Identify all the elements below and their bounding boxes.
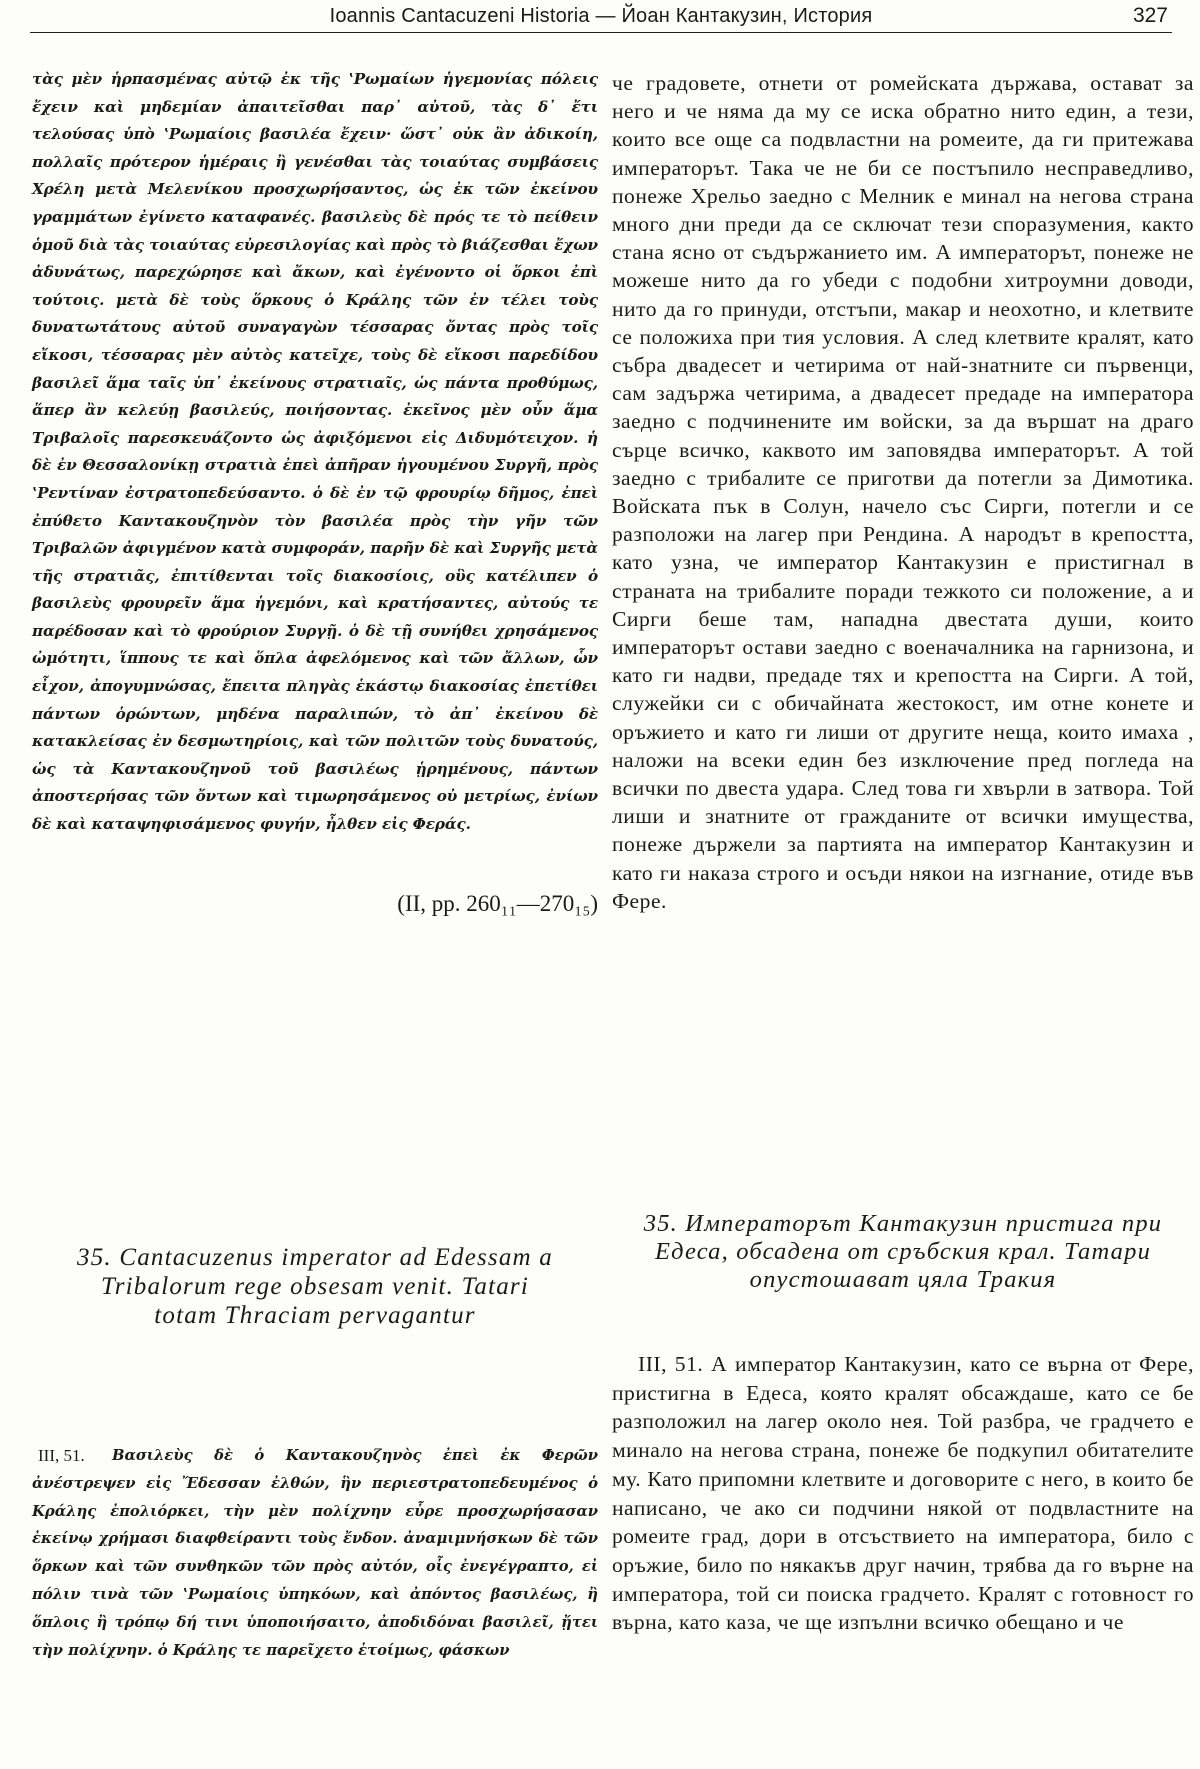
section-heading-bulgarian: 35. Императорът Кантакузин пристига при Едеса, обсадена от сръбския крал. Татари опустошават цяла Тракия — [643, 1210, 1163, 1293]
source-reference: (II, pp. 260₁₁—270₁₅) — [397, 891, 598, 916]
bulgarian-column — [612, 69, 1194, 1769]
greek-passage-2: Βασιλεὺς δὲ ὁ Καντακουζηνὸς ἐπεὶ ἐκ Φερῶν ἀνέστρεψεν εἰς Ἔδεσσαν ἐλθών, ἣν περιεστρατοπεδευμένος ὁ Κράλης ἐπολιόρκει, τὴν μὲν πολίχνην εὗρε προσχωρήσασαν ἐκείνῳ χρήμασι διαφθείραντι τοὺς ἔνδον. ἀναμιμνήσκων δὲ τῶν ὅρκων καὶ τῶν συνθηκῶν τῶν πρὸς αὐτόν, οἷς ἐνεγέγραπτο, εἰ πόλιν τινὰ τῶν ʽΡωμαίοις ὑπηκόων, καὶ ἀπόντος βασιλέως, ἢ ὅπλοις ἢ τρόπῳ δή τινι ὑποποιήσαιτο, ἀποδιδόναι βασιλεῖ, ᾔτει τὴν πολίχνην. ὁ Κράλης τε παρεῖχετο ἑτοίμως, φάσκων — [32, 1447, 598, 1659]
margin-reference: III, 51. — [38, 1446, 85, 1465]
bulgarian-passage-2: III, 51. А император Кантакузин, като се върна от Фере, пристигна в Едеса, която кралят обсаждаше, като се бе разположил на лагер около нея. Той разбра, че градчето е минало на негова страна, понеже бе подкупил обитателите му. Като припомни клетвите и договорите с него, в които бе написано, че ако си подчини някой от подвластните на ромеите град, дори в отсъствието на императора, било с оръжие, било по някакъв друг начин, трябва да го върне на императора, той си поиска градчето. Кралят с готовност го върна, като каза, че ще изпълни всичко обещано и че — [612, 1352, 1194, 1635]
page-number: 327 — [1132, 4, 1168, 27]
greek-passage-2-wrap — [32, 1442, 598, 1664]
bulgarian-passage-1: че градовете, отнети от ромейската държава, остават за него и че няма да му се иска обратно нито един, а тези, които все още са подвластни на ромеите, да ги притежава императорът. Така че не би се постъпило несправедливо, понеже Хрельо заедно с Мелник е минал на негова страна много дни преди да се сключат тези споразумения, както стана ясно от съдържанието им. А императорът, понеже не можеше нито да го убеди с подобни хитроумни доводи, нито да го принуди, отстъпи, макар и неохотно, и клетвите се положиха при тия условия. А след клетвите кралят, като събра двадесет и четирима от най-знатните си първенци, сам задържа четирима, а двадесет предаде на императора заедно с подчинените им войски, за да вършат на драго сърце всичко, каквото им заповядва императорът. А той заедно с трибалите се приготви да потегли за Димотика. Войската пък в Солун, начело със Сирги, потегли и се разположи на лагер при Рендина. А народът в крепостта, като узна, че император Кантакузин е пристигнал в страната на трибалите поради тежкото си положение, а и Сирги беше там, нападна двестата души, които императорът остави заедно с военачалника на гарнизона, и като ги надви, предаде тях и крепостта на Сирги. А той, служейки си с обичайната жестокост, им отне конете и оръжието и като ги лиши от другите неща, които имаха , наложи на всеки един без изключение пред погледа на всички по двеста удара. След това ги хвърли в затвора. Той лиши и знатните от гражданите от всички имущества, понеже държели за партията на император Кантакузин и като ги наказа строго и осъди някои на изгнание, отиде във Фере. — [612, 71, 1194, 913]
section-heading-latin: 35. Cantacuzenus imperator ad Edessam a Tribalorum rege obsesam venit. Tatari totam Thraciam pervagantur — [77, 1244, 553, 1329]
running-header — [30, 2, 1172, 33]
greek-column — [32, 66, 598, 1766]
running-title: Ioannis Cantacuzeni Historia — Йоан Кантакузин, История — [329, 5, 873, 27]
greek-passage-1: τὰς μὲν ἡρπασμένας αὐτῷ ἐκ τῆς ʽΡωμαίων ἡγεμονίας πόλεις ἔχειν καὶ μηδεμίαν ἀπαιτεῖσθαι παρ᾽ αὐτοῦ, τὰς δ᾽ ἔτι τελούσας ὑπὸ ʽΡωμαίοις βασιλέα ἔχειν· ὥστ᾽ οὐκ ἂν ἀδικοίη, πολλαῖς πρότερον ἡμέραις ἢ γενέσθαι τὰς τοιαύτας συμβάσεις Χρέλη μετὰ Μελενίκου προσχωρήσαντος, ὡς ἐκ τῶν ἐκείνου γραμμάτων ἐγίνετο καταφανές. βασιλεὺς δὲ πρός τε τὸ πείθειν ὁμοῦ διὰ τὰς τοιαύτας εὐρεσιλογίας καὶ πρὸς τὸ βιάζεσθαι ἔχων ἀδυνάτως, παρεχώρησε καὶ ἄκων, καὶ ἐγένοντο οἱ ὅρκοι ἐπὶ τούτοις. μετὰ δὲ τοὺς ὅρκους ὁ Κράλης τῶν ἐν τέλει τοὺς δυνατωτάτους αὐτοῦ συναγαγὼν τέσσαρας ὄντας πρὸς τοῖς εἴκοσι, τέσσαρας μὲν αὐτὸς κατεῖχε, τοὺς δὲ εἴκοσι παρεδίδου βασιλεῖ ἅμα ταῖς ὑπ᾽ ἐκείνους στρατιαῖς, ὡς πάντα προθύμως, ἅπερ ἂν κελεύῃ βασιλεύς, ποιήσοντας. ἐκεῖνος μὲν οὖν ἅμα Τριβαλοῖς παρεσκευάζοντο ὡς ἀφιξόμενοι εἰς Διδυμότειχον. ἡ δὲ ἐν Θεσσαλονίκῃ στρατιὰ ἐπεὶ ἀπῆραν ἡγουμένου Συργῆ, πρὸς ʽΡεντίναν ἐστρατοπεδεύσαντο. ὁ δὲ ἐν τῷ φρουρίῳ δῆμος, ἐπεὶ ἐπύθετο Καντακουζηνὸν τὸν βασιλέα πρὸς τὴν γῆν τῶν Τριβαλῶν ἀφιγμένον κατὰ συμφοράν, παρῆν δὲ καὶ Συργῆς μετὰ τῆς στρατιᾶς, ἐπιτίθενται τοῖς διακοσίοις, οὓς κατέλιπεν ὁ βασιλεὺς φρουρεῖν ἅμα ἡγεμόνι, καὶ κρατήσαντες, αὐτούς τε παρέδοσαν καὶ τὸ φρούριον Συργῇ. ὁ δὲ τῇ συνήθει χρησάμενος ὠμότητι, ἵππους τε καὶ ὅπλα ἀφελόμενος καὶ τῶν ἄλλων, ὧν εἶχον, ἀπογυμνώσας, ἔπειτα πληγὰς ἑκάστῳ διακοσίας ἐπετίθει πάντων ὁρώντων, μηδένα παραλιπών, τὸ ἀπ᾽ ἐκείνου δὲ κατακλείσας ἐν δεσμωτηρίοις, καὶ τῶν πολιτῶν τοὺς δυνατούς, ὡς τὰ Καντακουζηνοῦ τοῦ βασιλέως ᾑρημένους, πάντων ἀποστερήσας τῶν ὄντων καὶ τιμωρησάμενος οὐ μετρίως, ἐνίων δὲ καὶ καταψηφισάμενος φυγήν, ἦλθεν εἰς Φεράς. — [32, 70, 598, 834]
